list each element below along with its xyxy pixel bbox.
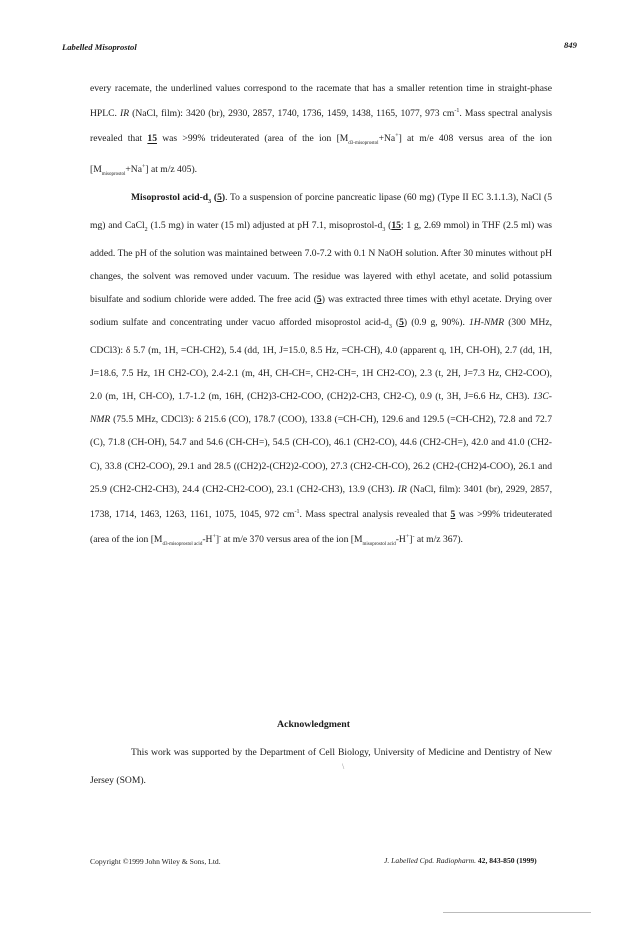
copyright-line: Copyright ©1999 John Wiley & Sons, Ltd. bbox=[90, 857, 221, 866]
p2-text-7: ) (0.9 g, 90%). bbox=[403, 317, 469, 329]
p1-text-f: ] at m/e 408 versus area of the ion [M bbox=[90, 133, 552, 175]
page-number: 849 bbox=[564, 40, 577, 50]
running-title: Labelled Misoprostol bbox=[62, 42, 137, 52]
ion-subscript: d3-misoprostol acid bbox=[162, 542, 203, 548]
compound-number: 15 bbox=[391, 219, 401, 231]
acid-subscript: 3 bbox=[388, 323, 392, 330]
ir-label: IR bbox=[397, 483, 407, 495]
ion-subscript: d3-misoprostol bbox=[348, 141, 379, 147]
p2-text-13: -H bbox=[202, 534, 213, 546]
p1-text-b: (NaCl, film): 3420 (br), 2930, 2857, 1740, 1736, 1459, 1438, 1165, 1077, 973 cm bbox=[129, 108, 455, 120]
cm-exponent: -1 bbox=[454, 108, 460, 115]
scan-mark: \ bbox=[342, 762, 345, 771]
acknowledgment-text: This work was supported by the Department of Cell Biology, University of Medicine and Dentistry of New Jersey (SOM). bbox=[90, 747, 552, 786]
p2-text-5: ) was extracted three times with ethyl acetate. Drying over sodium sulfate and concentrating under vacuo afforded misoprostol acid-d bbox=[90, 293, 552, 329]
cnmr-label: 13C-NMR bbox=[90, 391, 552, 426]
journal-citation: J. Labelled Cpd. Radiopharm. 42, 843-850 (1999) bbox=[384, 856, 537, 865]
main-text bbox=[90, 77, 552, 556]
charge-sup: + bbox=[405, 533, 410, 540]
p2-text-14: ] bbox=[215, 534, 220, 546]
cacl-subscript: 2 bbox=[144, 226, 148, 233]
p2-text-17: ] bbox=[409, 534, 413, 546]
p1-text-a: every racemate, the underlined values correspond to the racemate that has a smaller retention time in straight-phase HPLC. bbox=[90, 83, 552, 120]
ion-subscript: misoprostol acid bbox=[362, 542, 396, 548]
paragraph-acid: Misoprostol acid-$d_3$ (5). To a suspension of porcine pancreatic lipase (60 mg) (Type II EC 3.1.1.3), NaCl (5 mg) and CaCl$_2$ (1.5 mg) in water (15 ml) adjusted at pH 7.1, misoprostol-$d_3$ (15; 1 g, 2.69 mmol) in THF (2.5 ml) was added. The pH of the solution was maintained between 7.0-7.2 with 0.1 N NaOH solution. After 30 minutes without pH changes, the solvent was removed under vacuum. The residue was layered with ethyl acetate, and solid potassium bisulfate and sodium chloride were added. The free acid (5) was extracted three times with ethyl acetate. Drying over sodium sulfate and concentrating under vacuo afforded misoprostol acid-$d_3$ (5) (0.9 g, 90%). 1H-NMR (300 MHz, CDCl3): δ 5.7 (m, 1H, =CH-CH2), 5.4 (dd, 1H, J=15.0, 8.5 Hz, =CH-CH), 4.0 (apparent q, 1H, CH-OH), 2.7 (dd, 1H, J=18.6, 7.5 Hz, 1H CH2-CO), 2.4-2.1 (m, 4H, CH-CH=, CH2-CH=, 1H CH2-CO), 2.3 (t, 2H, J=7.3 Hz, CH2-COO), 2.0 (m, 1H, CH-CO), 1.7-1.2 (m, 16H, (CH2)3-CH2-COO, (CH2)2-CH3, CH2-C), 0.9 (t, 3H, J=6.6 Hz, CH3). 13C-NMR (75.5 MHz, CDCl3): δ 215.6 (CO), 178.7 (COO), 133.8 (=CH-CH), 129.6 and 129.5 (=CH-CH2), 72.8 and 72.7 (C), 71.8 (CH-OH), 54.7 and 54.6 (CH-CH=), 54.5 (CH-CO), 46.1 (CH2-CO), 44.6 (CH2-CH=), 42.0 and 41.0 (CH2-C), 33.8 (CH2-COO), 29.1 and 28.5 ((CH2)2-(CH2)2-COO), 27.3 (CH2-CH-CO), 26.2 (CH2-(CH2)4-COO), 26.1 and 25.9 (CH2-CH2-CH3), 24.4 (CH2-CH2-COO), 23.1 (CH2-CH3), 13.9 (CH3). IR (NaCl, film): 3401 (br), 2929, 2857, 1738, 1714, 1463, 1263, 1161, 1075, 1045, 972 $cm^{-1}$. Mass spectral analysis revealed that 5 was >99% trideuterated (area of the ion $[M_{d3-misoprostol acid}-H^+]^-$ at m/e 370 versus area of the ion $[M_{misoprostol acid}-H^+]^-$ at m/z 367). bbox=[90, 191, 553, 548]
p2-text-10: (NaCl, film): 3401 (br), 2929, 2857, 1738, 1714, 1463, 1263, 1161, 1075, 1045, 972 cm bbox=[90, 483, 552, 520]
compound-number: 5 bbox=[399, 317, 404, 329]
p1-text-h: ] at m/z 405). bbox=[145, 163, 198, 175]
p1-text-e: +Na bbox=[378, 133, 396, 145]
p1-text-g: +Na bbox=[125, 163, 142, 175]
scan-rule bbox=[443, 912, 591, 913]
p2-text-2: (1.5 mg) in water (15 ml) adjusted at pH 7.1, misoprostol-d bbox=[147, 219, 383, 231]
acknowledgment-heading: Acknowledgment bbox=[277, 719, 350, 730]
compound-number: 15 bbox=[147, 133, 157, 145]
compound-number: 5 bbox=[450, 508, 456, 520]
p1-text-c: . Mass spectral analysis revealed that bbox=[90, 108, 553, 145]
p2-text-4: ; 1 g, 2.69 mmol) in THF (2.5 ml) was added. The pH of the solution was maintained between 7.0-7.2 with 0.1 N NaOH solution. After 30 minutes without pH changes, the solvent was removed under vacuum. The residue was layered with ethyl acetate, and solid potassium bisulfate and sodium chloride were added. The free acid ( bbox=[90, 219, 553, 305]
compound-number: 5 bbox=[316, 293, 322, 305]
p2-text-15: at m/e 370 versus area of the ion [M bbox=[221, 534, 363, 546]
charge-sup: + bbox=[212, 533, 216, 540]
mis-subscript: 3 bbox=[382, 226, 386, 233]
p2-text-18: at m/z 367). bbox=[414, 534, 463, 546]
p2-text-3: ( bbox=[385, 219, 392, 231]
p2-text-16: -H bbox=[395, 534, 406, 546]
p2-text-11: . Mass spectral analysis revealed that bbox=[299, 508, 451, 520]
charge-sup: + bbox=[395, 133, 399, 140]
p1-text-d: was >99% trideuterated (area of the ion [M bbox=[156, 133, 349, 145]
p2-text-8: (300 MHz, CDCl3): δ 5.7 (m, 1H, =CH-CH2), 5.4 (dd, 1H, J=15.0, 8.5 Hz, =CH-CH), 4.0 (apparent q, 1H, CH-OH), 2.7 (dd, 1H, J=18.6, 7.5 Hz, 1H CH2-CO), 2.4-2.1 (m, 4H, CH-CH=, CH2-CH=, 1H CH2-CO), 2.3 (t, 2H, J=7.3 Hz, CH2-COO), 2.0 (m, 1H, CH-CO), 1.7-1.2 (m, 16H, (CH2)3-CH2-COO, (CH2)2-CH3, CH2-C), 0.9 (t, 3H, J=6.6 Hz, CH3). bbox=[90, 317, 553, 403]
charge-sup: + bbox=[141, 163, 146, 170]
p2-text-12: was >99% trideuterated (area of the ion [M bbox=[90, 508, 553, 546]
section-heading: Misoprostol acid-$d_3$ (5) bbox=[131, 191, 226, 205]
hnmr-label: 1H-NMR bbox=[468, 317, 505, 329]
p2-text-6: ( bbox=[391, 317, 400, 329]
p2-text-1: . To a suspension of porcine pancreatic lipase (60 mg) (Type II EC 3.1.1.3), NaCl (5 mg) and CaCl bbox=[90, 191, 553, 231]
ion-subscript: misoprostol bbox=[101, 171, 126, 177]
cm-exponent: -1 bbox=[294, 508, 300, 515]
p2-text-9: (75.5 MHz, CDCl3): δ 215.6 (CO), 178.7 (COO), 133.8 (=CH-CH), 129.6 and 129.5 (=CH-CH2), 72.8 and 72.7 (C), 71.8 (CH-OH), 54.7 and 54.6 (CH-CH=), 54.5 (CH-CO), 46.1 (CH2-CO), 44.6 (CH2-CH=), 42.0 and 41.0 (CH2-C), 33.8 (CH2-COO), 29.1 and 28.5 ((CH2)2-(CH2)2-COO), 27.3 (CH2-CH-CO), 26.2 (CH2-(CH2)4-COO), 26.1 and 25.9 (CH2-CH2-CH3), 24.4 (CH2-CH2-COO), 23.1 (CH2-CH3), 13.9 (CH3). bbox=[90, 414, 552, 495]
paragraph-ir-ms bbox=[90, 77, 552, 186]
ir-label: IR bbox=[120, 108, 130, 120]
